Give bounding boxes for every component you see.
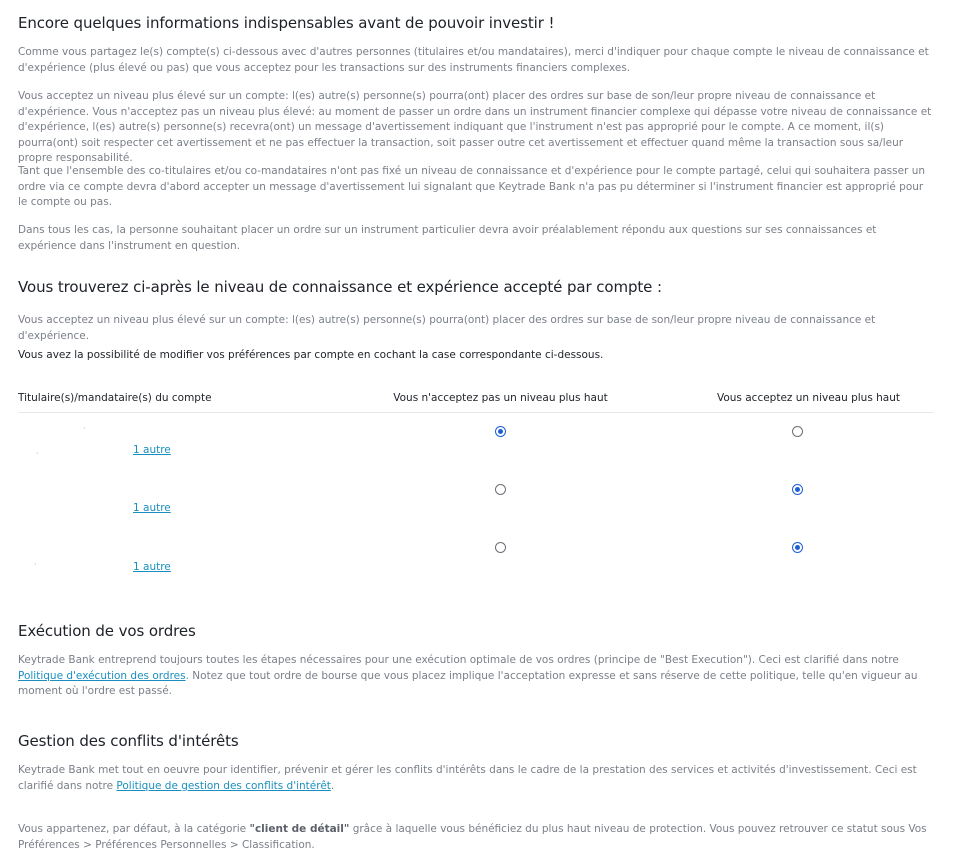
intro-paragraph-3: Tant que l'ensemble des co-titulaires et/ou co-mandataires n'ont pas fixé un niveau de connaissance et d'expérience pour le compte partagé, celui qui souhaitera passer un ordre via ce compte devra d'abord accepter un message d'avertissement lui signalant que Keytrade Bank n'a pas pu déterminer si l'instrument financier est approprié pour le compte ou pas. — [18, 165, 926, 208]
col-holders-header: Titulaire(s)/mandataire(s) du compte — [18, 383, 318, 413]
table-row — [18, 424, 934, 482]
other-holders-link[interactable]: 1 autre — [133, 561, 171, 573]
conflicts-title: Gestion des conflits d'intérêts — [18, 732, 239, 750]
page-title: Encore quelques informations indispensables avant de pouvoir investir ! — [18, 14, 555, 32]
col-accept-header: Vous acceptez un niveau plus haut — [683, 383, 934, 413]
radio-not-accept-row-2[interactable] — [495, 484, 506, 495]
execution-text: Keytrade Bank entreprend toujours toutes les étapes nécessaires pour une exécution optimale de vos ordres (principe de "Best Execution"). Ceci est clarifié dans notre — [18, 654, 899, 666]
radio-accept-row-2[interactable] — [792, 484, 803, 495]
conflicts-text: Keytrade Bank met tout en oeuvre pour identifier, prévenir et gérer les conflits d'intérêts dans le cadre de la prestation des services et activités d'investissement. Ceci est clarifié dans notre — [18, 764, 917, 792]
execution-policy-link[interactable]: Politique d'exécution des ordres — [18, 669, 186, 682]
levels-title: Vous trouverez ci-après le niveau de connaissance et expérience accepté par compte : — [18, 278, 662, 296]
table-row — [18, 482, 934, 540]
levels-paragraph-1: Vous acceptez un niveau plus élevé sur un compte: l(es) autre(s) personne(s) pourra(ont) placer des ordres sur base de son/leur propre niveau de connaissance et d'expérience. — [18, 314, 876, 342]
redacted-name-mark: · — [36, 449, 39, 458]
intro-paragraph-4: Dans tous les cas, la personne souhaitant placer un ordre sur un instrument particulier devra avoir préalablement répondu aux questions sur ses connaissances et expérience dans l'instrument en question. — [18, 224, 877, 252]
classification-text: Vous appartenez, par défaut, à la catégorie — [18, 823, 250, 835]
conflicts-paragraph — [18, 763, 934, 794]
conflicts-text-end: . — [330, 779, 335, 792]
radio-accept-row-1[interactable] — [792, 426, 803, 437]
execution-title: Exécution de vos ordres — [18, 622, 196, 640]
radio-not-accept-row-1[interactable] — [495, 426, 506, 437]
other-holders-link[interactable]: 1 autre — [133, 444, 171, 456]
redacted-name-mark: · — [83, 424, 86, 433]
table-header — [18, 383, 934, 413]
execution-paragraph — [18, 653, 934, 700]
other-holders-link[interactable]: 1 autre — [133, 502, 171, 514]
execution-text-end: . Notez que tout ordre de bourse que vous placez implique l'acceptation expresse et sans réserve de cette politique, telle qu'en vigueur au moment où l'ordre est passé. — [18, 669, 918, 697]
levels-paragraph-2: Vous avez la possibilité de modifier vos préférences par compte en cochant la case correspondante ci-dessous. — [18, 349, 604, 361]
redacted-name-mark: · — [34, 560, 37, 569]
col-not-accept-header: Vous n'acceptez pas un niveau plus haut — [318, 383, 683, 413]
conflicts-policy-link[interactable]: Politique de gestion des conflits d'intérêt — [116, 779, 331, 792]
intro-paragraph-1: Comme vous partagez le(s) compte(s) ci-dessous avec d'autres personnes (titulaires et/ou mandataires), merci d'indiquer pour chaque compte le niveau de connaissance et d'expérience (plus élevé ou pas) que vous acceptez pour les transactions sur des instruments financiers complexes. — [18, 46, 929, 74]
classification-paragraph — [18, 822, 934, 853]
classification-text-end: grâce à laquelle vous bénéficiez du plus haut niveau de protection. Vous pouvez retrouver ce statut sous Vos Préférences > Préférences Personnelles > Classification. — [18, 823, 927, 851]
radio-not-accept-row-3[interactable] — [495, 542, 506, 553]
radio-accept-row-3[interactable] — [792, 542, 803, 553]
client-category: "client de détail" — [249, 823, 350, 835]
intro-paragraph-2: Vous acceptez un niveau plus élevé sur un compte: l(es) autre(s) personne(s) pourra(ont) placer des ordres sur base de son/leur propre niveau de connaissance et d'expérience. Vous n'acceptez pas un niveau plus élevé: au moment de passer un ordre dans un instrument financier complexe qui dépasse votre niveau de connaissance et d'expérience, l(es) autre(s) personne(s) recevra(ont) un message d'avertissement indiquant que l'instrument n'est pas approprié pour le compte. A ce moment, il(s) pourra(ont) soit respecter cet avertissement et ne pas effectuer la transaction, soit passer outre cet avertissement et effectuer quand même la transaction sous sa/leur propre responsabilité. — [18, 90, 932, 164]
accounts-table — [18, 383, 934, 413]
table-row — [18, 540, 934, 598]
